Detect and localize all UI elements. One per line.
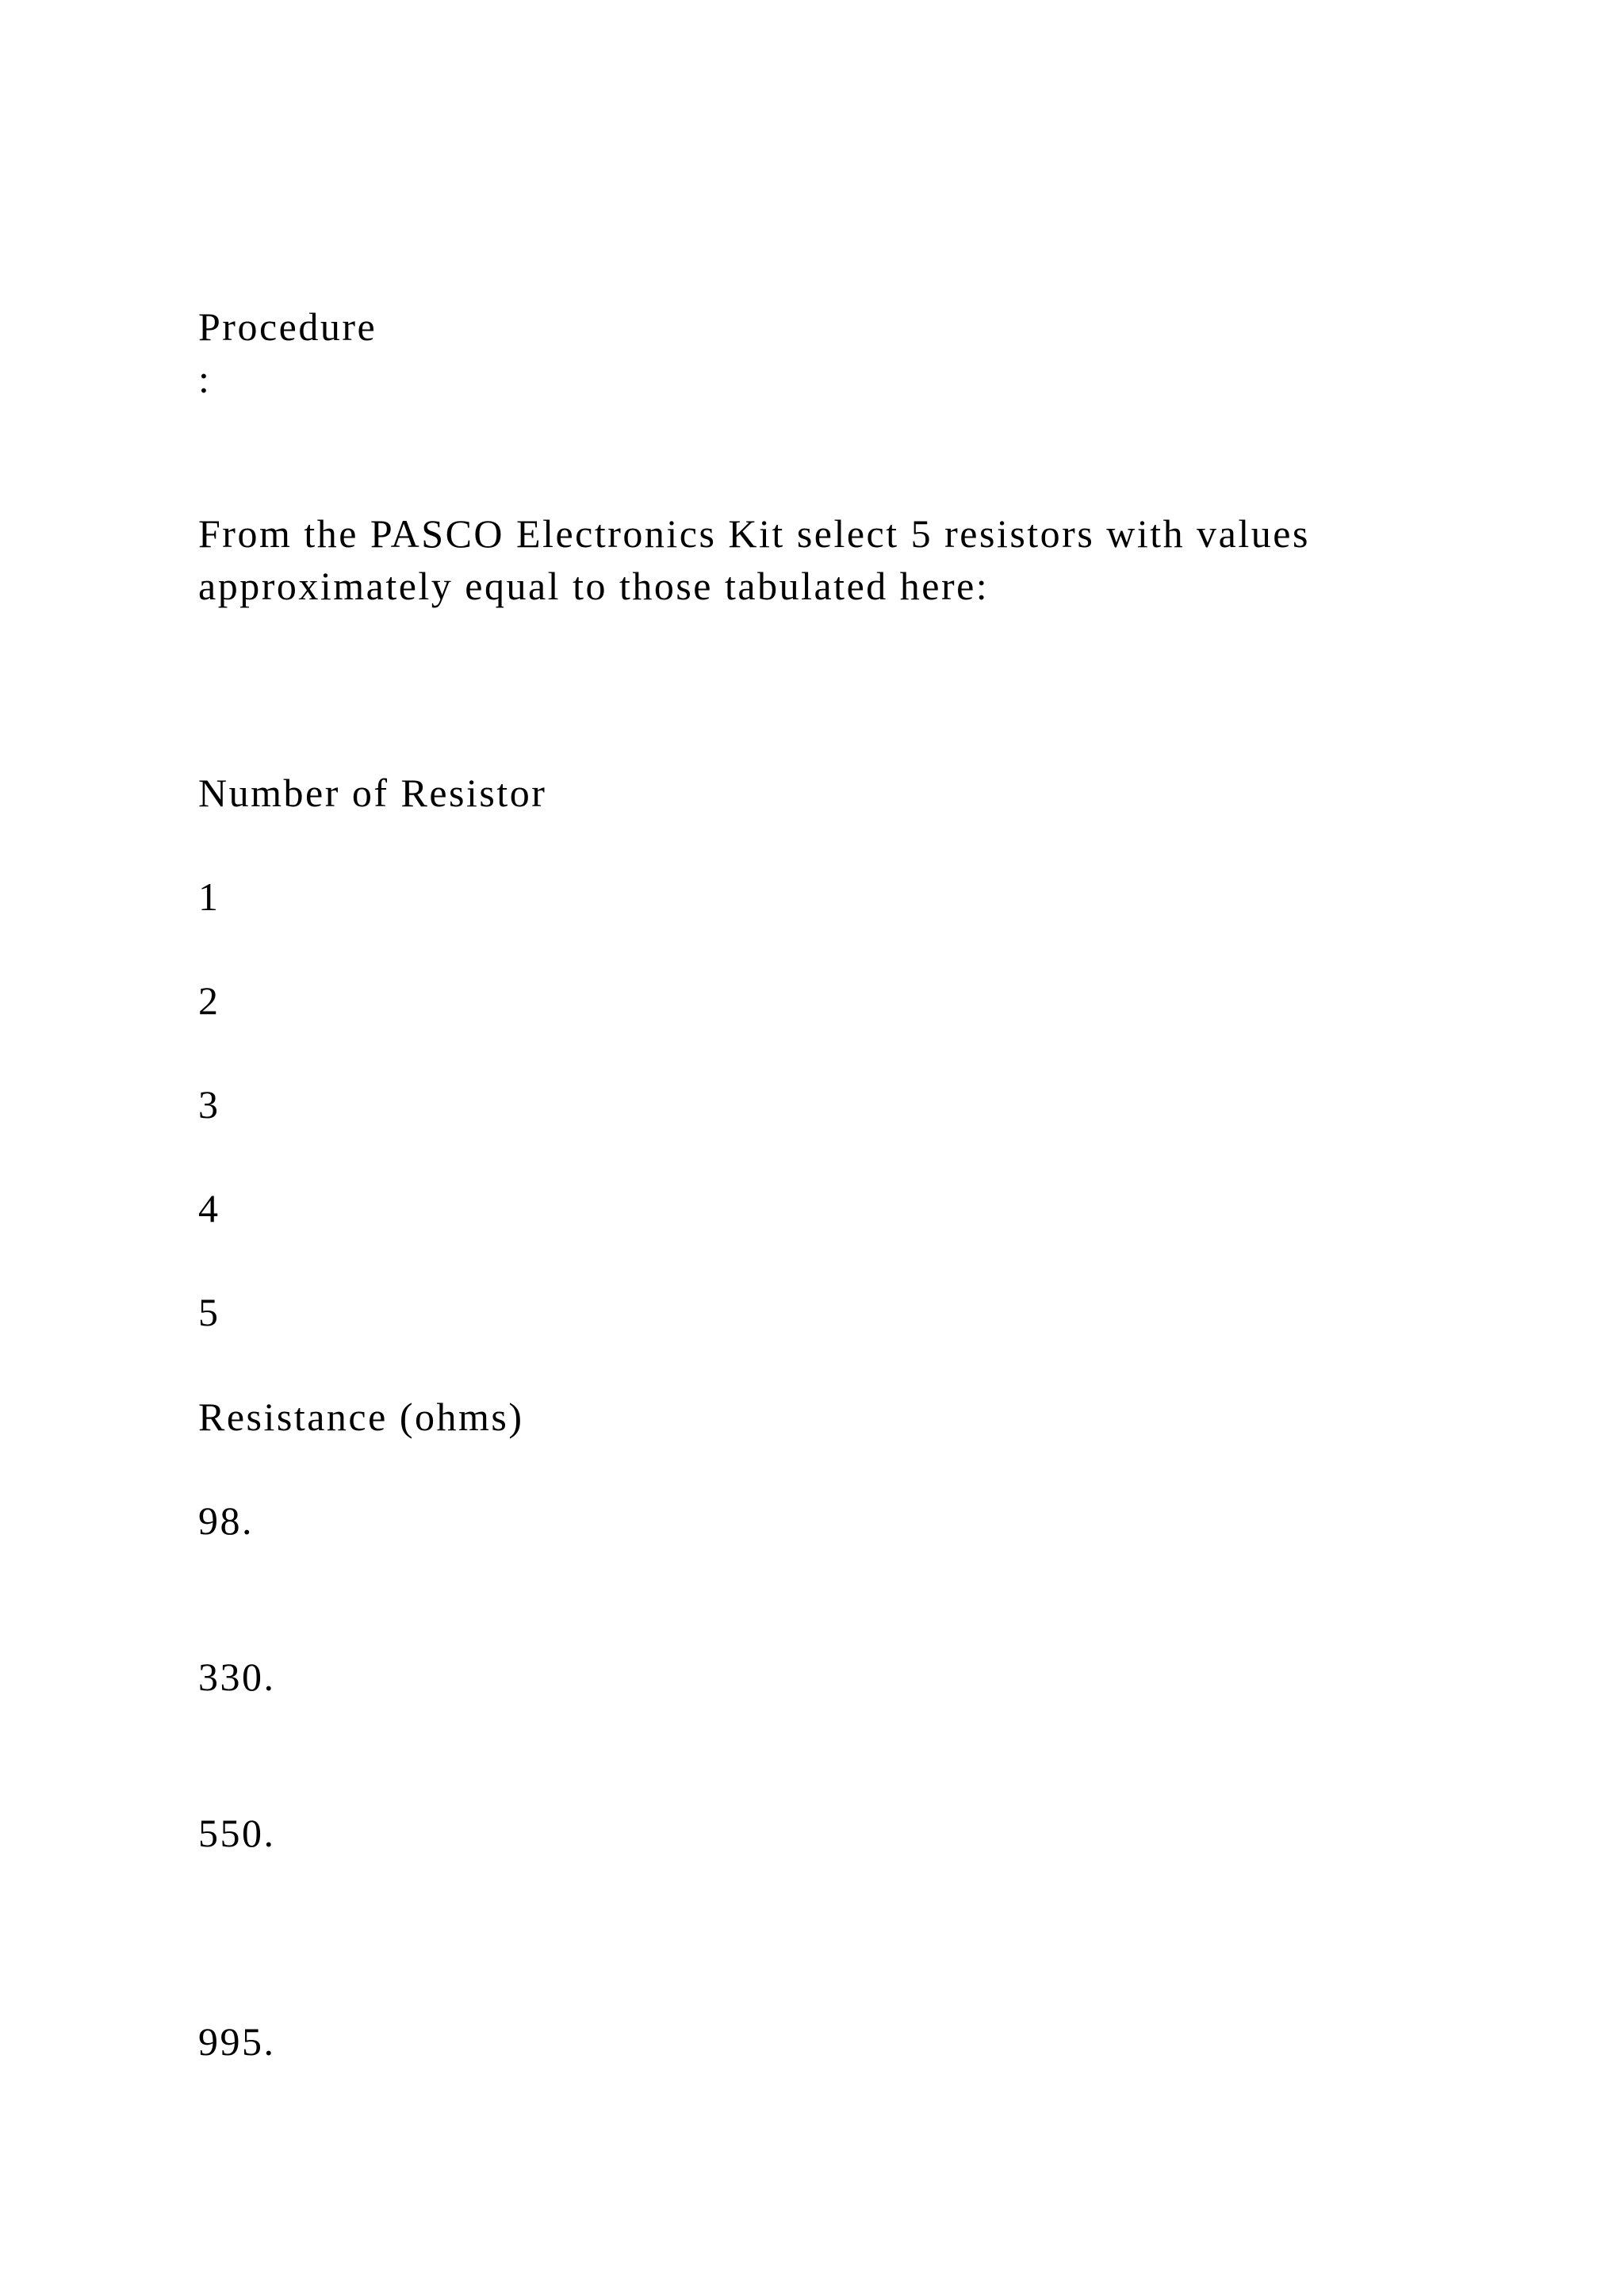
number-of-resistor-header: Number of Resistor — [198, 771, 547, 815]
resistor-number: 1 — [198, 874, 220, 919]
resistance-value: 995. — [198, 2019, 276, 2064]
resistance-value: 550. — [198, 1811, 276, 1855]
procedure-heading-colon: : — [198, 357, 212, 401]
intro-paragraph-line-2: approximately equal to those tabulated here: — [198, 564, 990, 608]
resistance-value: 98. — [198, 1498, 254, 1543]
resistance-header: Resistance (ohms) — [198, 1395, 524, 1439]
resistance-value: 330. — [198, 1655, 276, 1699]
resistor-number: 2 — [198, 978, 220, 1023]
resistor-number: 3 — [198, 1082, 220, 1127]
resistor-number: 5 — [198, 1290, 220, 1334]
resistor-number: 4 — [198, 1186, 220, 1230]
procedure-heading: Procedure — [198, 304, 377, 349]
intro-paragraph-line-1: From the PASCO Electronics Kit select 5 resistors with values — [198, 511, 1310, 556]
